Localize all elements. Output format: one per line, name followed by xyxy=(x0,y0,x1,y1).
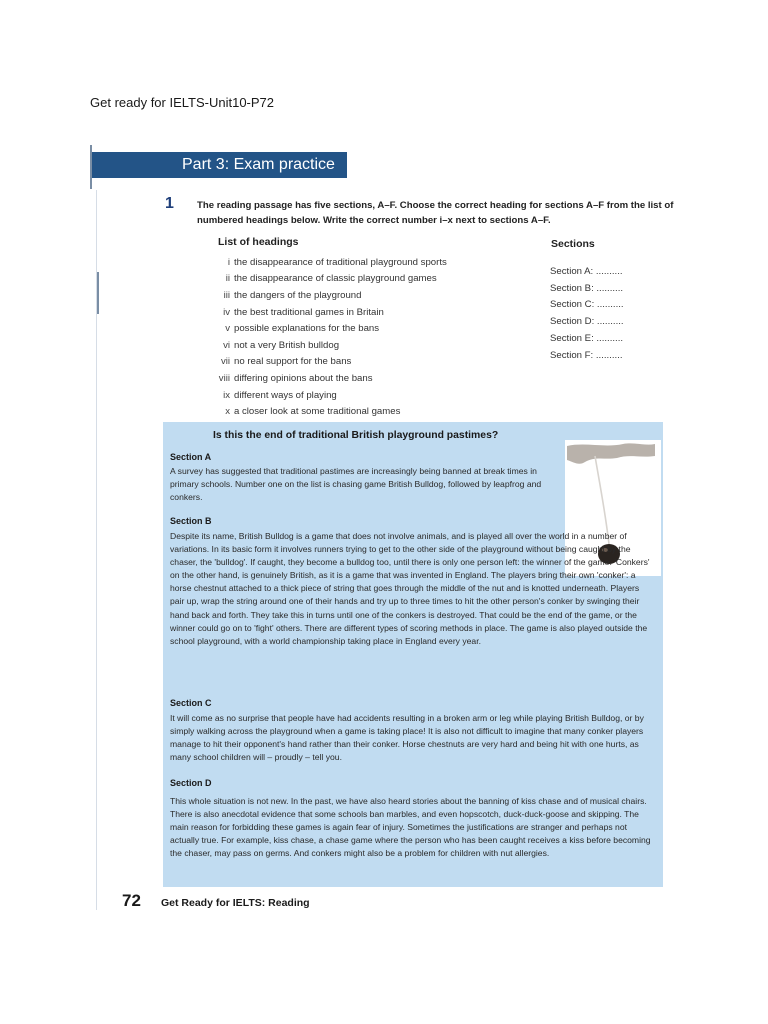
heading-text: the disappearance of classic playground games xyxy=(234,273,437,285)
section-answer-line: Section A: .......... xyxy=(550,265,623,277)
part-banner xyxy=(92,152,347,178)
heading-text: different ways of playing xyxy=(234,389,337,401)
section-d-text: This whole situation is not new. In the past, we have also heard stories about the banning of kiss chase and of musical chairs. There is also anecdotal evidence that some schools ban marbles, and even hopscotch, duck-duck-goose and skipping. The main reason for forbidding these games is again fear of injury. Sometimes the justifications are stranger and perhaps not actually true. For example, kiss chase, a chase game where the person who has been caught receives a kiss before becoming the chaser, may pass on germs. And conkers might also be a problem for children with nut allergies. xyxy=(170,796,651,859)
heading-text: a closer look at some traditional games xyxy=(234,406,401,418)
heading-text: no real support for the bans xyxy=(234,356,352,368)
headings-list xyxy=(208,254,528,420)
section-answer-line: Section E: .......... xyxy=(550,333,624,345)
section-a-heading: Section A xyxy=(170,452,212,462)
sections-answer-list xyxy=(550,263,624,364)
heading-text: the best traditional games in Britain xyxy=(234,306,384,318)
heading-numeral: vii xyxy=(220,356,230,368)
document-title: Get ready for IELTS-Unit10-P72 xyxy=(90,95,275,110)
heading-item xyxy=(208,337,528,354)
heading-item xyxy=(208,320,528,337)
heading-numeral: viii xyxy=(218,372,230,384)
section-b-text: Despite its name, British Bulldog is a game that does not involve animals, and is played all over the world in a number of variations. In its basic form it involves runners trying to get to the other side of the playground without being caught by the chaser, the 'bulldog'. If caught, they become a bulldog too, until there is only one person left: the winner of the game. 'Conkers' on the other hand, is genuinely British, as it is a game that was invented in England. The players bring their own 'conker': a horse chestnut attached to a thick piece of string that goes through the middle of the nut and is knotted underneath. Players pair up, wrap the string around one of their hands and try up to three times to hit the other person's conker by swinging their hand back and forth. They take this in turns until one of the conkers is destroyed. That could be the end of the game, or the winner could go on to 'fight' others. There are different types of scoring methods in place. The game is also played outside the school playground, with a world championship taking place in England every year. xyxy=(170,531,650,646)
question-number: 1 xyxy=(165,195,174,212)
section-c-text: It will come as no surprise that people have had accidents resulting in a broken arm or leg while playing British Bulldog, or by simply walking across the playground when a game is taking place! It is also not difficult to imagine that many conker players manage to hit their opponent's hand rather than their conker. Horse chestnuts are very hard and being hit with one hurts, as many school children will – proudly – tell you. xyxy=(170,713,644,763)
heading-text: not a very British bulldog xyxy=(234,339,340,351)
section-c-heading: Section C xyxy=(170,698,212,708)
heading-item xyxy=(208,287,528,304)
heading-item xyxy=(208,403,528,420)
heading-text: differing opinions about the bans xyxy=(234,372,373,384)
book-title: Get Ready for IELTS: Reading xyxy=(161,897,310,909)
section-d-heading: Section D xyxy=(170,778,212,788)
heading-numeral: ii xyxy=(225,273,230,285)
margin-line-mid xyxy=(97,272,99,314)
sections-title: Sections xyxy=(551,238,595,250)
heading-numeral: vi xyxy=(223,339,230,351)
heading-item xyxy=(208,304,528,321)
heading-item xyxy=(208,370,528,387)
heading-numeral: i xyxy=(227,256,230,268)
heading-numeral: iv xyxy=(223,306,230,318)
heading-item xyxy=(208,387,528,404)
heading-numeral: x xyxy=(225,406,230,418)
heading-text: possible explanations for the bans xyxy=(234,323,380,335)
part-banner-label: Part 3: Exam practice xyxy=(182,156,335,173)
heading-numeral: ix xyxy=(223,389,230,401)
heading-text: the disappearance of traditional playground sports xyxy=(234,256,447,268)
section-answer-line: Section D: .......... xyxy=(550,316,624,328)
page-number: 72 xyxy=(122,891,141,910)
list-of-headings-title: List of headings xyxy=(218,236,299,248)
heading-text: the dangers of the playground xyxy=(234,289,362,301)
question-instructions: The reading passage has five sections, A–F. Choose the correct heading for sections A–F from the list of numbered headings below. Write the correct number i–x next to sections A–F. xyxy=(197,200,674,226)
heading-item xyxy=(208,254,528,271)
heading-numeral: v xyxy=(225,323,230,335)
heading-item xyxy=(208,271,528,288)
section-answer-line: Section F: .......... xyxy=(550,349,623,361)
section-a-text: A survey has suggested that traditional pastimes are increasingly being banned at break times in primary schools. Number one on the list is chasing game British Bulldog, followed by leapfrog and conkers. xyxy=(170,466,542,503)
section-b-heading: Section B xyxy=(170,516,212,526)
heading-numeral: iii xyxy=(223,289,230,301)
margin-line-left xyxy=(96,190,97,910)
heading-item xyxy=(208,354,528,371)
section-answer-line: Section B: .......... xyxy=(550,282,624,294)
section-answer-line: Section C: .......... xyxy=(550,299,624,311)
passage-title: Is this the end of traditional British playground pastimes? xyxy=(213,430,499,441)
